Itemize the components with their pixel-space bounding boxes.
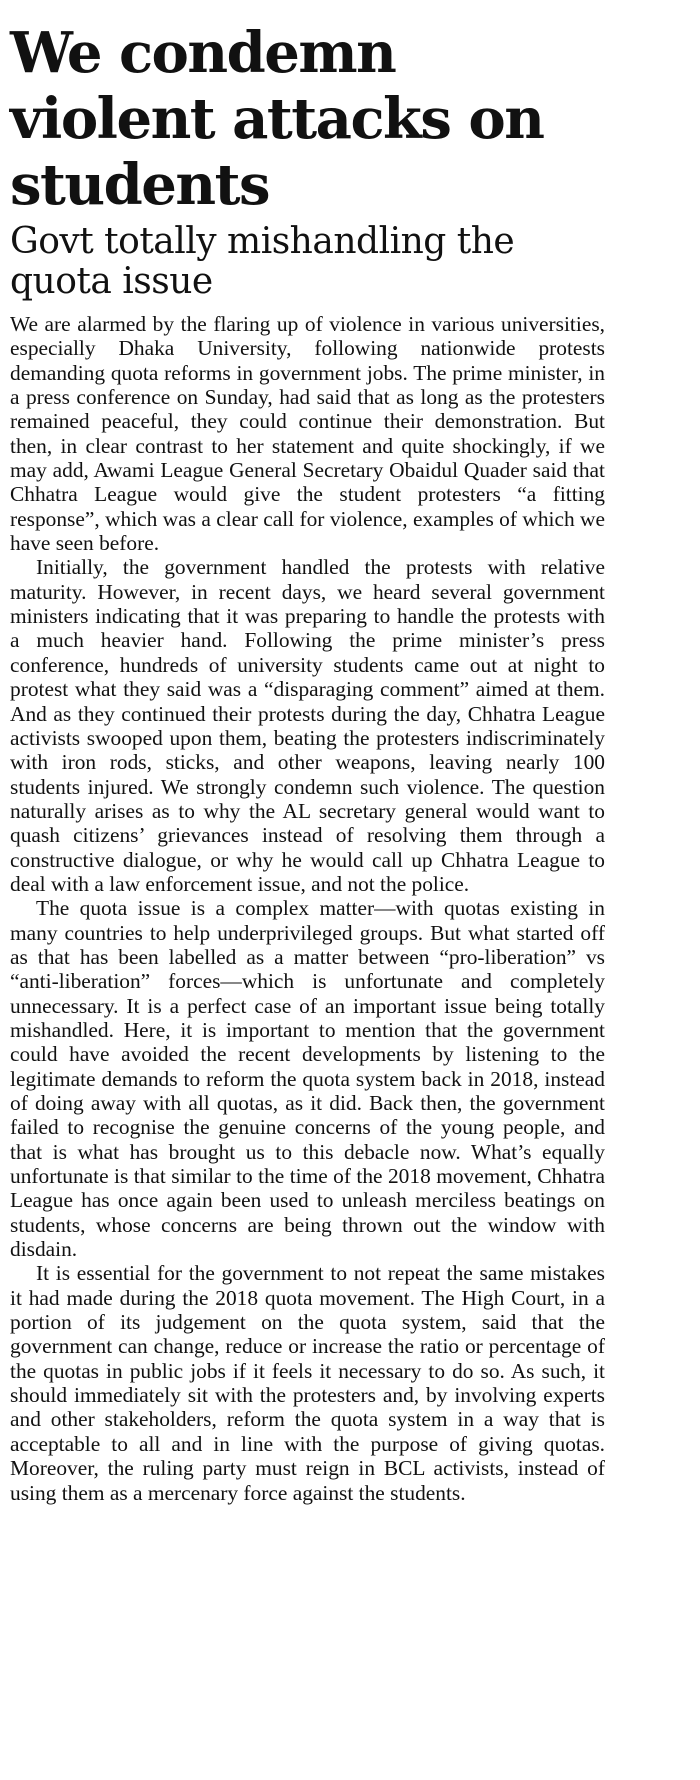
paragraph-4: It is essential for the government to not repeat the same mistakes it had made during the 2018 quota movement. The High Court, in a portion of its judgement on the quota system, said that the government can change, reduce or increase the ratio or percentage of the quotas in public jobs if it feels it necessary to do so. As such, it should immediately sit with the protesters and, by involving experts and other stakeholders, reform the quota system in a way that is acceptable to all and in line with the purpose of giving quotas. Moreover, the ruling party must reign in BCL activists, instead of using them as a mercenary force against the students. xyxy=(10,1261,605,1505)
paragraph-1: We are alarmed by the flaring up of violence in various universities, especially Dhaka University, following nationwide protests demanding quota reforms in government jobs. The prime minister, in a press conference on Sunday, had said that as long as the protesters remained peaceful, they could continue their demonstration. But then, in clear contrast to her statement and quite shockingly, if we may add, Awami League General Secretary Obaidul Quader said that Chhatra League would give the student protesters “a fitting response”, which was a clear call for violence, examples of which we have seen before. xyxy=(10,312,605,556)
paragraph-3: The quota issue is a complex matter—with quotas existing in many countries to help underprivileged groups. But what started off as that has been labelled as a matter between “pro-liberation” vs “anti-liberation” forces—which is unfortunate and completely unnecessary. It is a perfect case of an important issue being totally mishandled. Here, it is important to mention that the government could have avoided the recent developments by listening to the legitimate demands to reform the quota system back in 2018, instead of doing away with all quotas, as it did. Back then, the government failed to recognise the genuine concerns of the young people, and that is what has brought us to this debacle now. What’s equally unfortunate is that similar to the time of the 2018 movement, Chhatra League has once again been used to unleash merciless beatings on students, whose concerns are being thrown out the window with disdain. xyxy=(10,896,605,1262)
editorial-article xyxy=(10,20,605,1505)
article-body xyxy=(10,312,605,1505)
subheadline: Govt totally mishandling the quota issue xyxy=(10,221,515,302)
headline: We condemn violent attacks on students xyxy=(10,20,544,218)
paragraph-2: Initially, the government handled the protests with relative maturity. However, in recent days, we heard several government ministers indicating that it was preparing to handle the protests with a much heavier hand. Following the prime minister’s press conference, hundreds of university students came out at night to protest what they said was a “disparaging comment” aimed at them. And as they continued their protests during the day, Chhatra League activists swooped upon them, beating the protesters indiscriminately with iron rods, sticks, and other weapons, leaving nearly 100 students injured. We strongly condemn such violence. The question naturally arises as to why the AL secretary general would want to quash citizens’ grievances instead of resolving them through a constructive dialogue, or why he would call up Chhatra League to deal with a law enforcement issue, and not the police. xyxy=(10,555,605,896)
